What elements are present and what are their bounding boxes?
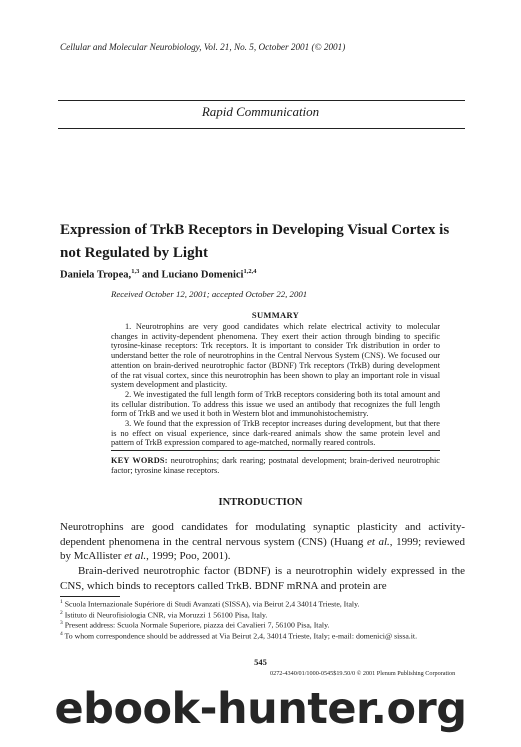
footnote-3: $^3$ Present address: Scuola Normale Superiore, piazza dei Cavalieri 7, 56100 Pisa, Italy. bbox=[60, 620, 330, 630]
journal-citation: Cellular and Molecular Neurobiology, Vol. 21, No. 5, October 2001 (© 2001) bbox=[60, 42, 346, 52]
header-rule-top bbox=[58, 100, 465, 101]
footnotes bbox=[60, 598, 465, 641]
footnote-4: $^4$ To whom correspondence should be addressed at Via Beirut 2,4, 34014 Trieste, Italy; e-mail: domenici@ sissa.it. bbox=[60, 631, 418, 641]
author-2: Luciano Domenici bbox=[161, 269, 244, 281]
author-1: Daniela Tropea, bbox=[60, 269, 132, 281]
author-2-affiliations: 1,2,4 bbox=[243, 268, 257, 275]
article-title: Expression of TrkB Receptors in Developing Visual Cortex is not Regulated by Light bbox=[60, 222, 450, 261]
header-rule-bottom bbox=[58, 128, 465, 129]
footnote-1: $^1$ Scuola Internazionale Supériore di Studi Avanzati (SISSA), via Beirut 2,4 34014 Trieste, Italy. bbox=[60, 599, 360, 609]
key-words bbox=[111, 456, 440, 476]
keywords-rule bbox=[111, 450, 440, 451]
watermark: ebook-hunter.org bbox=[54, 684, 467, 734]
summary-paragraph-3: 3. We found that the expression of TrkB receptor increases during development, but that there is no effect on visual experience, since dark-reared animals show the same protein level and pattern of TrkB expression compared to age-matched, normally reared controls. bbox=[111, 419, 440, 448]
author-conjunction: and bbox=[139, 269, 162, 281]
introduction-heading: INTRODUCTION bbox=[218, 497, 303, 508]
footnote-2: $^2$ Istituto di Neurofisiologia CNR, via Moruzzi 1 56100 Pisa, Italy. bbox=[60, 609, 268, 620]
introduction-paragraph-1: Neurotrophins are good candidates for modulating synaptic plasticity and activity-dependent phenomena in the central nervous system (CNS) (Huang et al., 1999; reviewed by McAllister et al., 1999; Poo, 2001). bbox=[60, 521, 465, 563]
summary-paragraph-2: 2. We investigated the full length form of TrkB receptors considering both its total amount and its cellular distribution. To address this issue we used an antibody that recognizes the full length form of TrkB and we used it both in Western blot and immunohistochemistry. bbox=[111, 390, 440, 419]
section-label: Rapid Communication bbox=[201, 104, 320, 119]
author-1-affiliations: 1,3 bbox=[131, 268, 140, 275]
received-dates: Received October 12, 2001; accepted October 22, 2001 bbox=[111, 289, 308, 299]
introduction-paragraph-2: Brain-derived neurotrophic factor (BDNF) is a neurotrophin widely expressed in the CNS, which binds to receptors called TrkB. BDNF mRNA and protein are bbox=[60, 565, 465, 592]
key-words-label: KEY WORDS: bbox=[111, 456, 168, 465]
summary-paragraph-1: 1. Neurotrophins are very good candidates which relate electrical activity to molecular changes in activity-dependent phenomena. They exert their action through binding to specific tyrosine-kinase receptors: Trk receptors. It is important to consider Trk distribution in order to understand better the role of neurotrophins in the Central Nervous System (CNS). We focused our attention on brain-derived neurotrophic factor (BDNF) Trk receptors (TrkB) during development of the rat visual cortex, since this neurotrophin has been shown to play an important role in visual system development and plasticity. bbox=[111, 322, 440, 390]
summary-heading: SUMMARY bbox=[251, 310, 300, 320]
author-line bbox=[60, 268, 256, 281]
page-number: 545 bbox=[254, 657, 267, 667]
footnote-rule bbox=[60, 596, 120, 597]
key-words-text: neurotrophins; dark rearing; postnatal development; brain-derived neurotrophic factor; tyrosine kinase receptors. bbox=[111, 456, 440, 475]
copyright-line: 0272-4340/01/1000-0545$19.50/0 © 2001 Plenum Publishing Corporation bbox=[270, 670, 456, 677]
